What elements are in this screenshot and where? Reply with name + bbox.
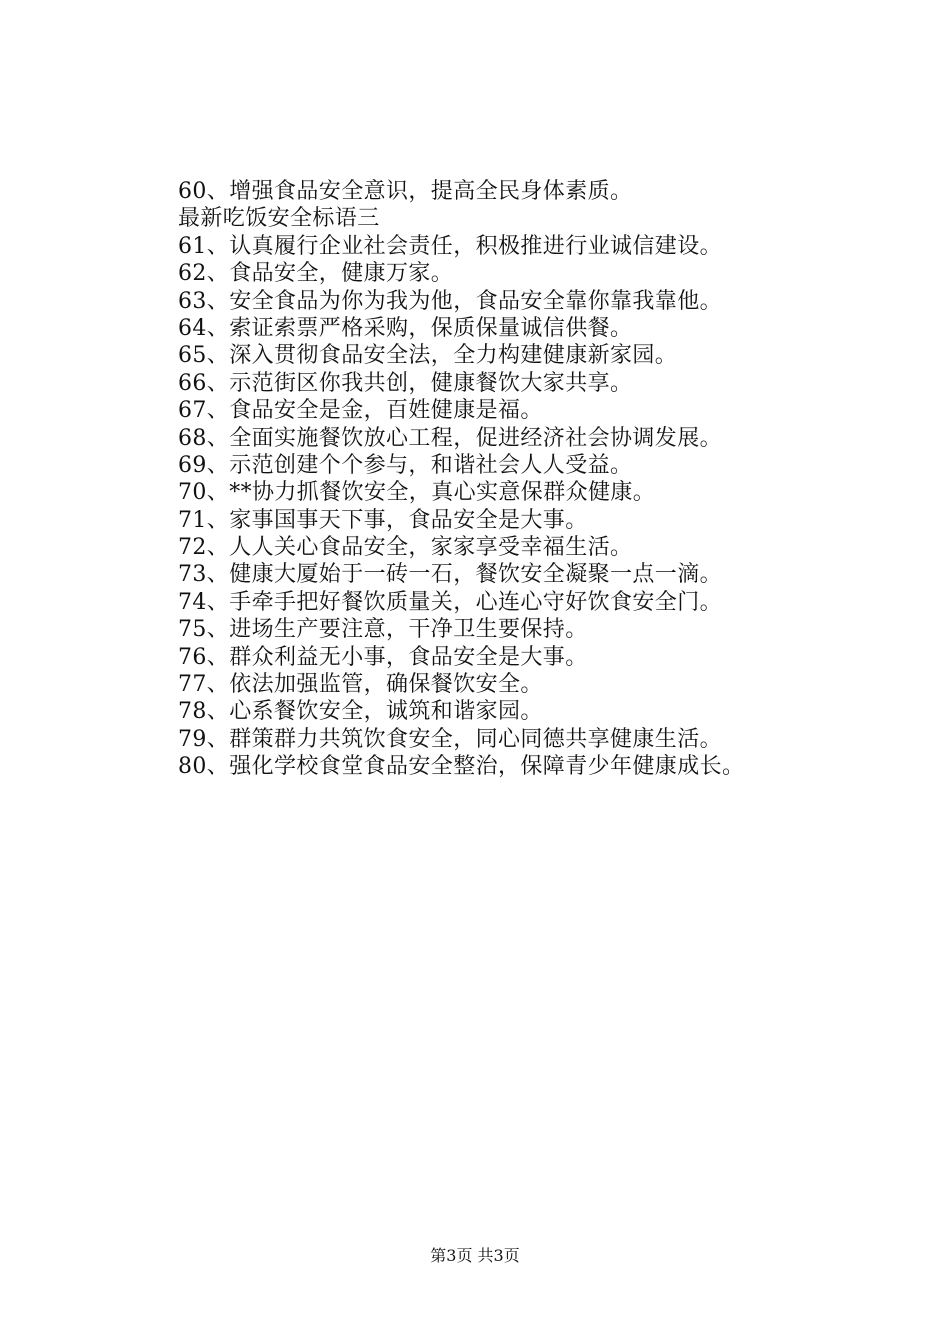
text-line-66: 66、示范街区你我共创，健康餐饮大家共享。	[178, 370, 633, 396]
text-line-74: 74、手牵手把好餐饮质量关，心连心守好饮食安全门。	[178, 589, 722, 615]
text-line-70: 70、**协力抓餐饮安全，真心实意保群众健康。	[178, 480, 656, 506]
text-line-71: 71、家事国事天下事，食品安全是大事。	[178, 507, 588, 533]
text-line-62: 62、食品安全，健康万家。	[178, 261, 454, 287]
page-footer	[0, 1246, 950, 1266]
text-line-75: 75、进场生产要注意，干净卫生要保持。	[178, 617, 588, 643]
text-line-69: 69、示范创建个个参与，和谐社会人人受益。	[178, 452, 633, 478]
text-line-68: 68、全面实施餐饮放心工程，促进经济社会协调发展。	[178, 425, 722, 451]
text-line-79: 79、群策群力共筑饮食安全，同心同德共享健康生活。	[178, 726, 722, 752]
document-body	[178, 178, 878, 781]
text-line-60: 60、增强食品安全意识，提高全民身体素质。	[178, 179, 633, 204]
text-line-67: 67、食品安全是金，百姓健康是福。	[178, 398, 543, 424]
section-heading: 最新吃饭安全标语三	[178, 206, 380, 232]
text-line-65: 65、深入贯彻食品安全法，全力构建健康新家园。	[178, 343, 678, 369]
text-line-80: 80、强化学校食堂食品安全整治，保障青少年健康成长。	[178, 754, 745, 780]
text-line-64: 64、索证索票严格采购，保质保量诚信供餐。	[178, 315, 633, 341]
page-number: 第3页 共3页	[430, 1246, 520, 1265]
text-line-78: 78、心系餐饮安全，诚筑和谐家园。	[178, 699, 543, 725]
text-line-63: 63、安全食品为你为我为他，食品安全靠你靠我靠他。	[178, 288, 722, 314]
text-line-76: 76、群众利益无小事，食品安全是大事。	[178, 644, 588, 670]
text-line-77: 77、依法加强监管，确保餐饮安全。	[178, 672, 543, 698]
text-line-73: 73、健康大厦始于一砖一石，餐饮安全凝聚一点一滴。	[178, 562, 722, 588]
text-line-72: 72、人人关心食品安全，家家享受幸福生活。	[178, 535, 633, 561]
text-line-61: 61、认真履行企业社会责任，积极推进行业诚信建设。	[178, 233, 722, 259]
